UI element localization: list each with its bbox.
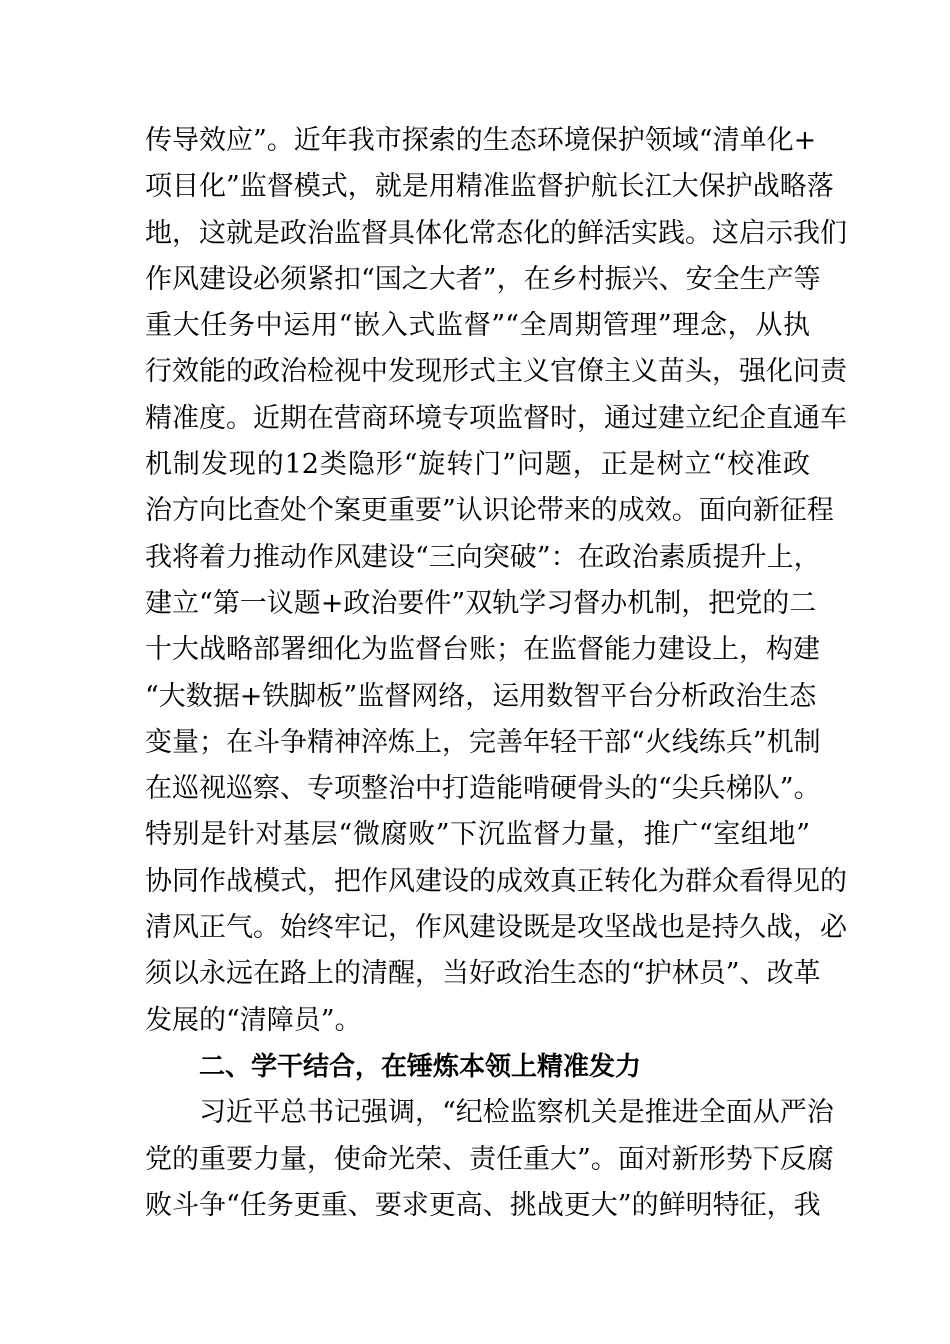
text-line: 机制发现的12类隐形“旋转门”问题，正是树立“校准政	[145, 449, 810, 481]
text-line: 建立“第一议题+政治要件”双轨学习督办机制，把党的二	[145, 587, 817, 619]
text-line: 项目化”监督模式，就是用精准监督护航长江大保护战略落	[145, 171, 834, 203]
text-line: 精准度。近期在营商环境专项监督时，通过建立纪企直通车	[145, 402, 847, 434]
text-line: 党的重要力量，使命光荣、责任重大”。面对新形势下反腐	[145, 1143, 834, 1175]
document-body	[145, 118, 847, 1229]
text-line: 十大战略部署细化为监督台账；在监督能力建设上，构建	[145, 634, 820, 666]
text-line: 在巡视巡察、专项整治中打造能啃硬骨头的“尖兵梯队”。	[145, 773, 821, 805]
text-line: 治方向比查处个案更重要”认识论带来的成效。面向新征程	[145, 495, 834, 527]
text-line: 传导效应”。近年我市探索的生态环境保护领域“清单化+	[145, 125, 817, 156]
text-line: 行效能的政治检视中发现形式主义官僚主义苗头，强化问责	[145, 356, 847, 388]
text-line: 清风正气。始终牢记，作风建设既是攻坚战也是持久战，必	[145, 912, 847, 944]
text-line: 特别是针对基层“微腐败”下沉监督力量，推广“室组地”	[145, 819, 810, 851]
text-line: 地，这就是政治监督具体化常态化的鲜活实践。这启示我们	[145, 217, 847, 249]
paragraph-2	[145, 1090, 834, 1229]
text-line: 协同作战模式，把作风建设的成效真正转化为群众看得见的	[145, 865, 847, 897]
text-line: 变量；在斗争精神淬炼上，完善年轻干部“火线练兵”机制	[145, 726, 821, 758]
section-heading: 二、学干结合，在锤炼本领上精准发力	[199, 1051, 642, 1082]
text-line: 须以永远在路上的清醒，当好政治生态的“护林员”、改革	[145, 958, 821, 990]
text-line: 我将着力推动作风建设“三向突破”：在政治素质提升上，	[145, 541, 821, 573]
text-line: 重大任务中运用“嵌入式监督”“全周期管理”理念，从执	[145, 310, 810, 342]
paragraph-1	[145, 118, 847, 1044]
text-line: 败斗争“任务更重、要求更高、挑战更大”的鲜明特征，我	[145, 1189, 821, 1221]
text-line: 习近平总书记强调，“纪检监察机关是推进全面从严治	[199, 1097, 834, 1129]
text-line: 作风建设必须紧扣“国之大者”，在乡村振兴、安全生产等	[145, 263, 821, 295]
text-line: “大数据+铁脚板”监督网络，运用数智平台分析政治生态	[145, 680, 817, 712]
text-line: 发展的“清障员”。	[145, 1004, 362, 1036]
